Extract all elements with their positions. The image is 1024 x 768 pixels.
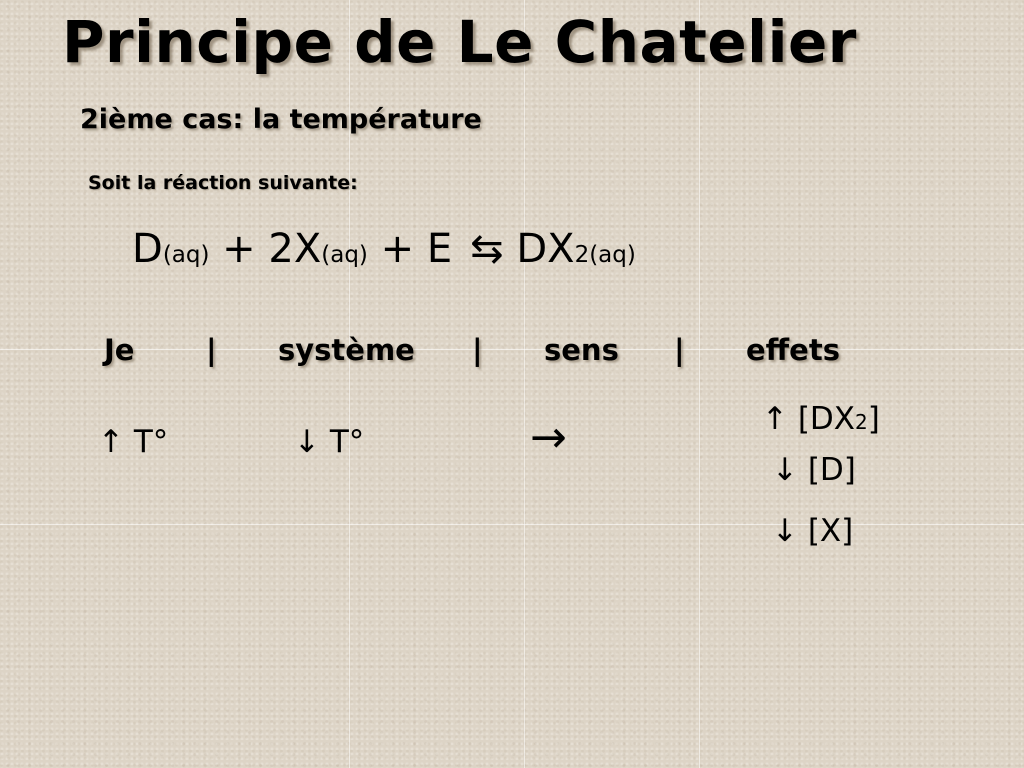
effet-d xyxy=(772,452,856,488)
up-arrow-icon: ↑ xyxy=(98,424,124,460)
systeme-value: T° xyxy=(319,424,365,460)
effet-x-label: [X] xyxy=(797,513,854,549)
reactant-x: 2X xyxy=(268,226,322,272)
reactant-d-state: (aq) xyxy=(162,242,210,268)
reactant-x-state: (aq) xyxy=(321,242,368,268)
grid-line xyxy=(524,0,525,768)
slide-subtitle: 2ième cas: la température xyxy=(80,104,482,135)
header-separator: | xyxy=(472,333,483,367)
down-arrow-icon: ↓ xyxy=(772,452,798,488)
plus-sign: + xyxy=(380,226,415,272)
effet-dx2 xyxy=(762,401,880,437)
slide-title: Principe de Le Chatelier xyxy=(62,8,857,76)
effet-dx2-label: [DX xyxy=(787,401,856,437)
reactant-d: D xyxy=(132,226,163,272)
grid-line xyxy=(0,349,1024,350)
chemical-equation xyxy=(132,226,636,272)
effet-d-label: [D] xyxy=(797,452,856,488)
down-arrow-icon: ↓ xyxy=(294,424,320,460)
sens-right-arrow-icon: → xyxy=(530,412,567,463)
systeme-cell xyxy=(294,424,364,460)
header-sens: sens xyxy=(544,333,619,367)
effet-dx2-bracket: ] xyxy=(867,401,880,437)
header-separator: | xyxy=(206,333,217,367)
header-systeme: système xyxy=(278,333,415,367)
je-value: T° xyxy=(123,424,169,460)
product-dx: DX xyxy=(516,226,575,272)
je-cell xyxy=(98,424,168,460)
grid-line xyxy=(699,0,700,768)
up-arrow-icon: ↑ xyxy=(762,401,788,437)
effet-x xyxy=(772,513,853,549)
plus-sign: + xyxy=(222,226,256,272)
equilibrium-arrow-icon: ⇆ xyxy=(470,226,504,272)
header-separator: | xyxy=(674,333,685,367)
header-effets: effets xyxy=(746,333,840,367)
down-arrow-icon: ↓ xyxy=(772,513,798,549)
intro-text: Soit la réaction suivante: xyxy=(88,172,358,194)
product-state: 2(aq) xyxy=(574,242,636,268)
effet-dx2-subscript: 2 xyxy=(855,410,868,434)
grid-line xyxy=(0,524,1024,525)
header-je: Je xyxy=(104,333,135,367)
energy-term: E xyxy=(426,226,453,272)
